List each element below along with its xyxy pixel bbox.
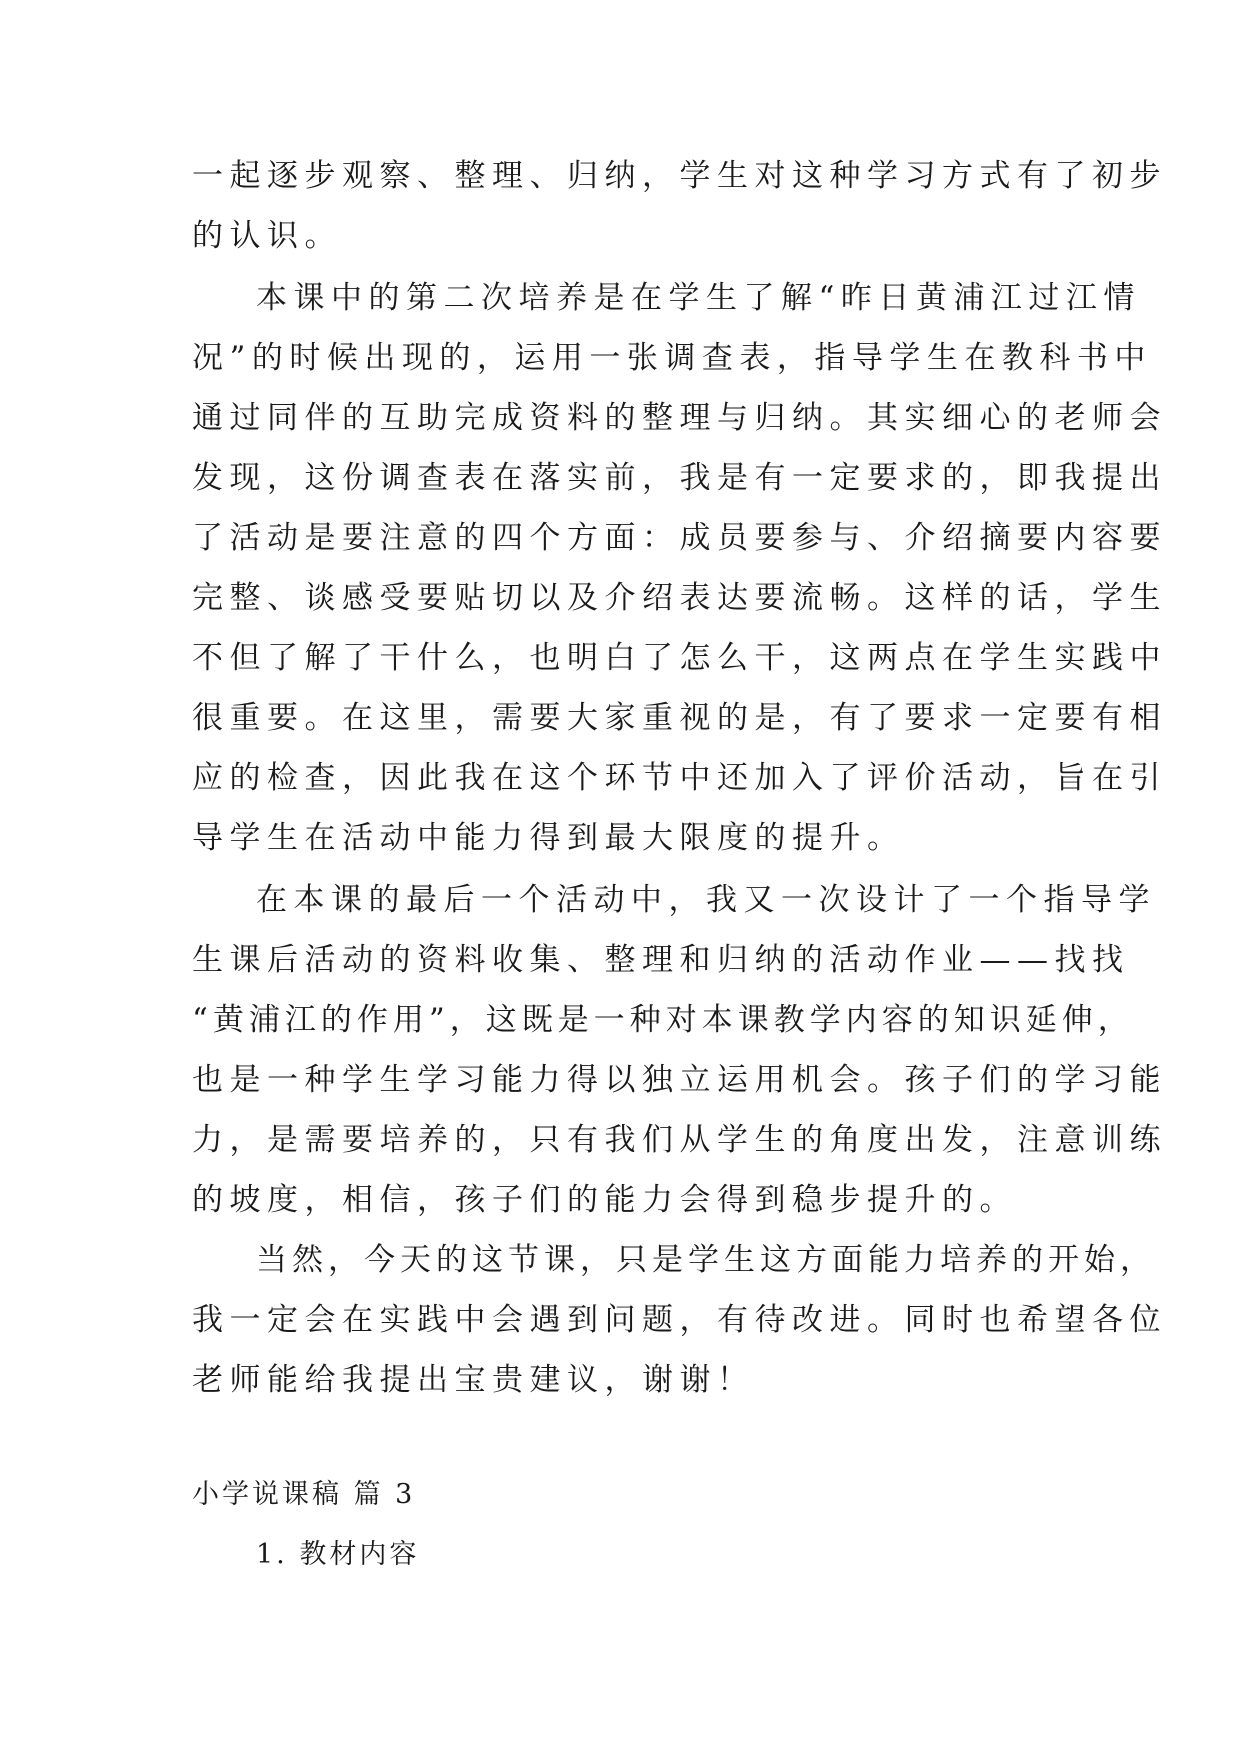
text-line: 发现，这份调查表在落实前，我是有一定要求的，即我提出 <box>192 460 1167 496</box>
text-line: 应的检查，因此我在这个环节中还加入了评价活动，旨在引 <box>192 760 1167 796</box>
text-line: 的坡度，相信，孩子们的能力会得到稳步提升的。 <box>192 1182 1017 1218</box>
text-line: 也是一种学生学习能力得以独立运用机会。孩子们的学习能 <box>192 1062 1167 1098</box>
text-line: “黄浦江的作用”，这既是一种对本课教学内容的知识延伸， <box>192 1002 1134 1038</box>
text-line: 况”的时候出现的，运用一张调查表，指导学生在教科书中 <box>192 340 1152 376</box>
text-line: 不但了解了干什么，也明白了怎么干，这两点在学生实践中 <box>192 640 1167 676</box>
text-line: 完整、谈感受要贴切以及介绍表达要流畅。这样的话，学生 <box>192 580 1167 616</box>
text-line: 很重要。在这里，需要大家重视的是，有了要求一定要有相 <box>192 700 1167 736</box>
text-line: 了活动是要注意的四个方面：成员要参与、介绍摘要内容要 <box>192 520 1167 556</box>
text-line: 老师能给我提出宝贵建议，谢谢！ <box>192 1362 755 1398</box>
subsection-heading: 1. 教材内容 <box>256 1539 420 1570</box>
text-line: 导学生在活动中能力得到最大限度的提升。 <box>192 820 905 856</box>
paragraph-start-line: 当然，今天的这节课，只是学生这方面能力培养的开始， <box>256 1242 1156 1278</box>
text-line: 一起逐步观察、整理、归纳，学生对这种学习方式有了初步 <box>192 158 1167 194</box>
text-line: 的认识。 <box>192 218 342 254</box>
text-line: 我一定会在实践中会遇到问题，有待改进。同时也希望各位 <box>192 1302 1167 1338</box>
text-line: 生课后活动的资料收集、整理和归纳的活动作业——找找 <box>192 942 1130 978</box>
paragraph-start-line: 本课中的第二次培养是在学生了解“昨日黄浦江过江情 <box>256 280 1141 316</box>
paragraph-start-line: 在本课的最后一个活动中，我又一次设计了一个指导学 <box>256 882 1156 918</box>
text-line: 通过同伴的互助完成资料的整理与归纳。其实细心的老师会 <box>192 400 1167 436</box>
text-line: 力，是需要培养的，只有我们从学生的角度出发，注意训练 <box>192 1122 1167 1158</box>
section-title: 小学说课稿 篇 3 <box>192 1479 416 1510</box>
